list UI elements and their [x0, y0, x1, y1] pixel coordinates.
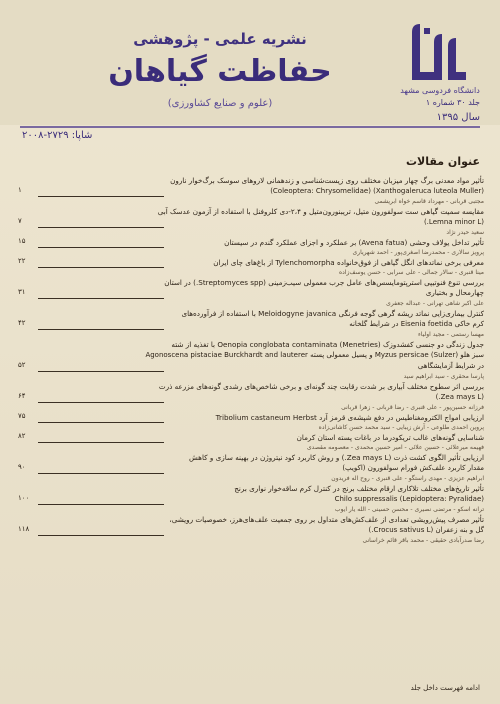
toc-entry-subtitle: (Xanthogaleruca luteola Muller) (Coleoptera: Chrysomelidae) [270, 187, 484, 195]
toc-entry [18, 206, 484, 237]
toc-entry-subtitle: در شرایط آزمایشگاهی [417, 362, 484, 370]
toc-entry-page: ۲۲ [18, 257, 26, 265]
toc-entry [18, 514, 484, 545]
toc-entry-authors: فرزانه حسین‌پور - علی قنبری - رضا قربانی - زهرا قربانی [341, 404, 484, 411]
toc-entry-authors: ابراهیم عزیزی - مهدی راستگو - علی قنبری - روح اله فریدون [331, 475, 484, 482]
toc-entry-authors: فهیمه میرعلائی - حسین علائی - امیر حسین محمدی - معصومه مقصدی [306, 444, 484, 451]
toc-entry-subtitle: گل و بنه زعفران (Crocus sativus L.) [368, 526, 484, 534]
toc-entry-authors: پارسا محقری - سید ابراهیم سید [403, 373, 484, 380]
toc-list [18, 175, 484, 545]
journal-subtitle: (علوم و صنایع کشاورزی) [167, 98, 273, 109]
toc-entry-leader [38, 402, 164, 403]
toc-entry-title: تأثیر تاریخ‌های مختلف تلاکاری ارقام مختلف برنج در کنترل کرم ساقه‌خوار نواری برنج [234, 484, 484, 493]
toc-entry-title: تأثیر مواد معدنی برگ چهار میزبان مختلف روی زیست‌شناسی و زندهمانی لاروهای سوسک برگ‌خوار نارون [170, 176, 484, 185]
toc-entry [18, 308, 484, 339]
toc-entry [18, 257, 484, 277]
toc-entry-authors: مهسا رستمی - مجید اولیاء [417, 331, 484, 338]
cover-header [0, 0, 500, 125]
issn-label: شاپا: ۲۷۲۹-۲۰۰۸ [22, 130, 93, 141]
toc-entry-title: مقایسه سمیت گیاهی ست سولفورون متیل، تریبنورون‌متیل و ۲،۴-دی کلروفنل با استفاده از آزمون عدسک آبی [157, 207, 484, 216]
toc-heading: عنوان مقالات [406, 155, 480, 168]
toc-entry-page: ۱۰۰ [18, 494, 30, 502]
toc-entry-title: ارزیابی تأثیر الگوی کشت ذرت (Zea mays L.) و روش کاربرد کود نیتروژن در بهینه سازی و کاهش [189, 453, 484, 462]
toc-entry-page: ۱۱۸ [18, 525, 30, 533]
toc-entry-leader [38, 267, 164, 268]
toc-entry-subtitle: سبز هلو (Sulzer) Myzus persicae و پسیل معمولی پسته Agonoscena pistaciae Burckhardt and lauterer [145, 351, 484, 359]
toc-entry-subtitle: کرم خاکی Eisenia foetida در شرایط گلخانه [349, 320, 484, 328]
toc-entry-title: شناسایی گونه‌های غالب تریکودرما در باغات پسته استان کرمان [296, 433, 484, 442]
toc-entry-title: بررسی تنوع فنوتیپی استرپتومایسس‌های عامل جرب معمولی سیب‌زمینی (Streptomyces spp.) در استان [164, 278, 484, 287]
toc-entry-title: بررسی اثر سطوح مختلف آبیاری بر شدت رقابت چند گونه‌ای و برخی شاخص‌های رشدی گونه‌های مزرعه ذرت [158, 382, 484, 391]
toc-entry [18, 237, 484, 257]
journal-type: نشریه علمی - پژوهشی [133, 30, 307, 48]
toc-entry-subtitle: Chilo suppressalis (Lepidoptera: Pyralidae) [334, 495, 484, 503]
toc-entry-leader [38, 535, 164, 536]
toc-entry-title: تأثیر تداخل یولاف وحشی (Avena fatua) بر عملکرد و اجزای عملکرد گندم در سیستان [224, 238, 484, 247]
toc-entry-subtitle: چهارمحال و بختیاری [425, 289, 484, 297]
toc-entry-authors: مجتبی قربانی - مهرداد قاسم خواه ابریشمی [374, 198, 484, 205]
journal-name: حفاظت گیاهان [108, 54, 332, 89]
toc-entry-page: ۹۰ [18, 463, 26, 471]
toc-entry [18, 483, 484, 514]
toc-entry-page: ۱۵ [18, 237, 26, 245]
toc-entry-page: ۵۲ [18, 361, 26, 369]
toc-entry [18, 432, 484, 452]
toc-entry [18, 452, 484, 483]
toc-entry-leader [38, 247, 164, 248]
toc-entry-leader [38, 298, 164, 299]
toc-entry-title: جدول زندگی دو جنسی کفشدوزک Oenopia conglobata contaminata (Menetries) با تغذیه از شته [171, 340, 484, 349]
toc-entry-authors: مینا قنبری - سالار جمالی - علی سرابی - حسن یوسف‌زاده [339, 269, 484, 276]
toc-entry-leader [38, 504, 164, 505]
toc-entry-authors: پروین احمدی طلوعی - آرش زیبایی - سید محمد حسن کاشانی‌زاده [318, 424, 484, 431]
toc-entry-leader [38, 442, 164, 443]
toc-entry [18, 277, 484, 308]
toc-entry-subtitle: (Zea mays L.) [435, 393, 484, 401]
toc-entry-page: ۶۴ [18, 392, 26, 400]
toc-entry-page: ۳۱ [18, 288, 26, 296]
toc-entry-title: ارزیابی امواج الکترومغناطیس در دفع شپشه‌ی قرمز آرد Tribolium castaneum Herbst [215, 413, 484, 422]
toc-entry [18, 339, 484, 381]
toc-entry-leader [38, 473, 164, 474]
toc-entry-authors: پرویز سالاری - محمدرضا اصغری‌پور - احمد شهریاری [352, 249, 484, 256]
toc-entry-page: ۸۲ [18, 432, 26, 440]
toc-entry [18, 412, 484, 432]
toc-entry [18, 175, 484, 206]
toc-entry-authors: رضا صدرآبادی حقیقی - محمد باقر قائم خراسانی [362, 537, 484, 544]
volume-issue: جلد ۳۰ شماره ۱ [425, 98, 480, 107]
publication-year: سال ۱۳۹۵ [436, 112, 480, 123]
toc-entry-subtitle: (Lemna minor L.) [423, 218, 484, 226]
toc-entry-authors: سعید حیدر نژاد [446, 229, 484, 236]
toc-entry-page: ۴۲ [18, 319, 26, 327]
toc-entry [18, 381, 484, 412]
university-logo-icon [404, 22, 474, 84]
toc-entry-title: تأثیر مصرف پیش‌رویشی تعدادی از علف‌کش‌های متداول بر روی جمعیت علف‌های‌هرز، خصوصیات رویشی، [169, 515, 484, 524]
toc-continuation: ادامه فهرست داخل جلد [410, 684, 480, 692]
logo-caption: دانشگاه فردوسی مشهد [400, 86, 480, 95]
toc-entry-page: ۷ [18, 217, 22, 225]
toc-entry-leader [38, 227, 164, 228]
toc-entry-title: کنترل بیماری‌زایی نماتد ریشه گرهی گوجه فرنگی Meloidogyne javanica با استفاده از فرآورده‌های [181, 309, 484, 318]
toc-entry-leader [38, 196, 164, 197]
toc-entry-authors: ترانه اسکو - مرتضی نصیری - محسن حسینی - الله یار ایوب [334, 506, 484, 513]
toc-entry-leader [38, 329, 164, 330]
toc-entry-subtitle: مقدار کاربرد علف‌کش فورام سولفورون (اکویپ) [342, 464, 484, 472]
toc-entry-page: ۱ [18, 186, 22, 194]
toc-entry-authors: علی اکبر شاهی تهرانی - عبداله جعفری [386, 300, 484, 307]
toc-entry-page: ۷۵ [18, 412, 26, 420]
header-divider [20, 126, 480, 128]
toc-entry-leader [38, 422, 164, 423]
toc-entry-title: معرفی برخی نماتدهای انگل گیاهی از فوق‌خانواده Tylenchomorpha از باغ‌های چای ایران [213, 258, 484, 267]
toc-entry-leader [38, 371, 164, 372]
